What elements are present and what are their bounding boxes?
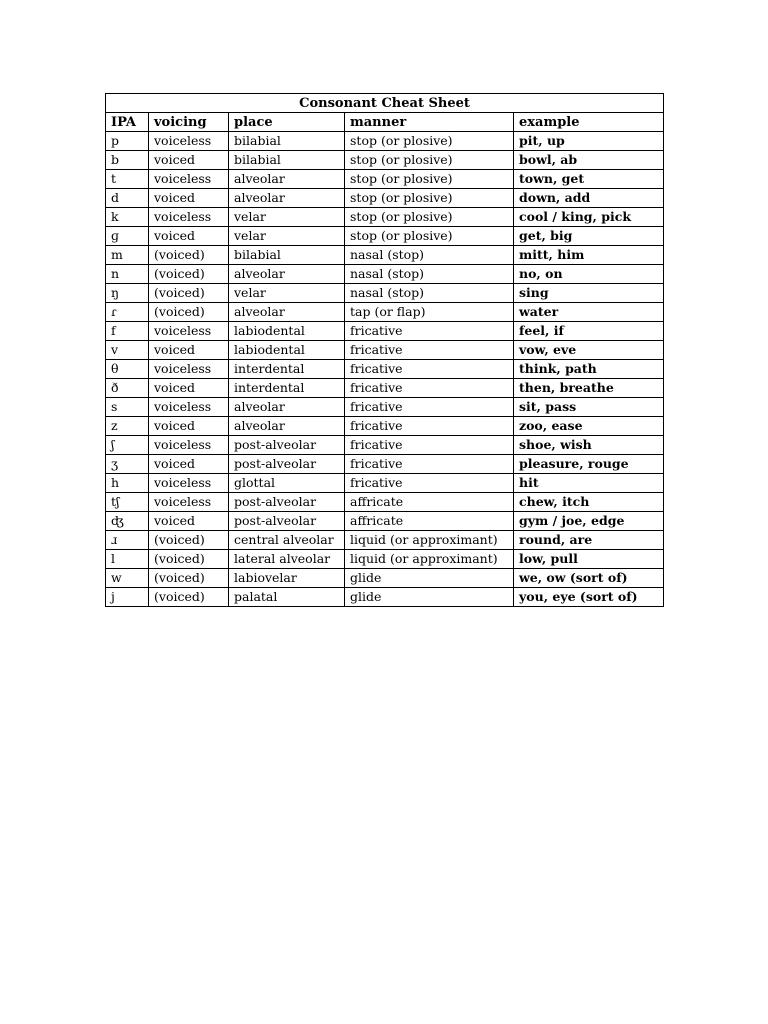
cell-example: vow, eve <box>514 341 664 360</box>
cell-voicing: (voiced) <box>149 588 229 607</box>
cell-place: interdental <box>229 360 345 379</box>
cell-ipa: ɡ <box>106 227 149 246</box>
table-row <box>106 265 664 284</box>
table-title: Consonant Cheat Sheet <box>106 94 664 113</box>
table-row <box>106 398 664 417</box>
cell-place: lateral alveolar <box>229 550 345 569</box>
cell-manner: nasal (stop) <box>345 246 514 265</box>
cell-voicing: voiced <box>149 379 229 398</box>
cell-ipa: j <box>106 588 149 607</box>
cell-example: cool / king, pick <box>514 208 664 227</box>
cell-manner: stop (or plosive) <box>345 208 514 227</box>
table-row <box>106 170 664 189</box>
cell-voicing: (voiced) <box>149 303 229 322</box>
cell-manner: stop (or plosive) <box>345 189 514 208</box>
cell-voicing: voiced <box>149 455 229 474</box>
cell-manner: fricative <box>345 436 514 455</box>
cell-voicing: voiced <box>149 341 229 360</box>
cell-place: alveolar <box>229 417 345 436</box>
cell-ipa: b <box>106 151 149 170</box>
table-row <box>106 417 664 436</box>
cell-manner: affricate <box>345 493 514 512</box>
table-row <box>106 341 664 360</box>
cell-manner: fricative <box>345 322 514 341</box>
cell-place: post-alveolar <box>229 493 345 512</box>
cell-ipa: k <box>106 208 149 227</box>
cell-manner: stop (or plosive) <box>345 151 514 170</box>
cell-manner: stop (or plosive) <box>345 227 514 246</box>
cell-place: alveolar <box>229 265 345 284</box>
cell-manner: nasal (stop) <box>345 284 514 303</box>
consonant-table <box>105 93 664 607</box>
table-row <box>106 303 664 322</box>
table-row <box>106 569 664 588</box>
cell-ipa: d <box>106 189 149 208</box>
cell-manner: nasal (stop) <box>345 265 514 284</box>
table-row <box>106 531 664 550</box>
header-ipa: IPA <box>106 113 149 132</box>
cell-manner: stop (or plosive) <box>345 132 514 151</box>
cell-place: labiodental <box>229 322 345 341</box>
cell-voicing: voiced <box>149 227 229 246</box>
cell-manner: fricative <box>345 398 514 417</box>
cell-place: velar <box>229 208 345 227</box>
cell-ipa: ŋ <box>106 284 149 303</box>
cell-voicing: voiceless <box>149 360 229 379</box>
cell-manner: fricative <box>345 474 514 493</box>
cell-place: velar <box>229 227 345 246</box>
cell-example: bowl, ab <box>514 151 664 170</box>
cell-voicing: voiced <box>149 189 229 208</box>
cell-voicing: voiceless <box>149 474 229 493</box>
cell-ipa: v <box>106 341 149 360</box>
cell-voicing: (voiced) <box>149 550 229 569</box>
cell-voicing: (voiced) <box>149 246 229 265</box>
table-body <box>106 132 664 607</box>
cell-example: pit, up <box>514 132 664 151</box>
cell-example: get, big <box>514 227 664 246</box>
cell-ipa: m <box>106 246 149 265</box>
table-row <box>106 360 664 379</box>
cell-manner: affricate <box>345 512 514 531</box>
cell-manner: fricative <box>345 417 514 436</box>
cell-place: interdental <box>229 379 345 398</box>
table-row <box>106 284 664 303</box>
table-row <box>106 493 664 512</box>
table-row <box>106 151 664 170</box>
cell-ipa: ɹ <box>106 531 149 550</box>
table-row <box>106 455 664 474</box>
cell-example: down, add <box>514 189 664 208</box>
cell-ipa: f <box>106 322 149 341</box>
cell-voicing: voiceless <box>149 208 229 227</box>
cell-manner: fricative <box>345 455 514 474</box>
cell-manner: liquid (or approximant) <box>345 550 514 569</box>
cell-example: sing <box>514 284 664 303</box>
cell-voicing: (voiced) <box>149 531 229 550</box>
header-voicing: voicing <box>149 113 229 132</box>
header-place: place <box>229 113 345 132</box>
cell-ipa: ʃ <box>106 436 149 455</box>
cell-voicing: voiced <box>149 151 229 170</box>
cell-ipa: p <box>106 132 149 151</box>
cell-place: bilabial <box>229 132 345 151</box>
cell-example: feel, if <box>514 322 664 341</box>
header-example: example <box>514 113 664 132</box>
cell-voicing: (voiced) <box>149 284 229 303</box>
cell-ipa: ɾ <box>106 303 149 322</box>
cell-ipa: z <box>106 417 149 436</box>
table-row <box>106 189 664 208</box>
cell-place: alveolar <box>229 303 345 322</box>
table-row <box>106 588 664 607</box>
cell-example: sit, pass <box>514 398 664 417</box>
cell-voicing: voiceless <box>149 322 229 341</box>
table-row <box>106 132 664 151</box>
cell-ipa: t <box>106 170 149 189</box>
cell-place: post-alveolar <box>229 436 345 455</box>
cell-example: you, eye (sort of) <box>514 588 664 607</box>
cell-ipa: w <box>106 569 149 588</box>
cell-example: hit <box>514 474 664 493</box>
cell-place: bilabial <box>229 246 345 265</box>
cell-place: labiovelar <box>229 569 345 588</box>
cell-manner: tap (or flap) <box>345 303 514 322</box>
cell-ipa: ʤ <box>106 512 149 531</box>
cell-example: chew, itch <box>514 493 664 512</box>
cell-voicing: voiceless <box>149 436 229 455</box>
cell-example: pleasure, rouge <box>514 455 664 474</box>
cell-place: palatal <box>229 588 345 607</box>
cell-voicing: (voiced) <box>149 265 229 284</box>
header-manner: manner <box>345 113 514 132</box>
cell-place: glottal <box>229 474 345 493</box>
cell-example: then, breathe <box>514 379 664 398</box>
cell-example: round, are <box>514 531 664 550</box>
cell-example: mitt, him <box>514 246 664 265</box>
cell-voicing: voiceless <box>149 132 229 151</box>
cell-voicing: voiceless <box>149 493 229 512</box>
cell-example: no, on <box>514 265 664 284</box>
cell-manner: fricative <box>345 360 514 379</box>
table-row <box>106 227 664 246</box>
cell-place: alveolar <box>229 189 345 208</box>
cell-example: zoo, ease <box>514 417 664 436</box>
cell-manner: liquid (or approximant) <box>345 531 514 550</box>
cell-manner: glide <box>345 588 514 607</box>
cell-voicing: voiced <box>149 417 229 436</box>
table-row <box>106 550 664 569</box>
cell-place: labiodental <box>229 341 345 360</box>
cell-example: think, path <box>514 360 664 379</box>
table-row <box>106 436 664 455</box>
cell-ipa: ʒ <box>106 455 149 474</box>
cell-ipa: s <box>106 398 149 417</box>
cell-manner: stop (or plosive) <box>345 170 514 189</box>
cell-example: town, get <box>514 170 664 189</box>
table-row <box>106 512 664 531</box>
cell-place: velar <box>229 284 345 303</box>
cell-voicing: voiced <box>149 512 229 531</box>
cell-place: post-alveolar <box>229 512 345 531</box>
cell-ipa: n <box>106 265 149 284</box>
cell-voicing: voiceless <box>149 170 229 189</box>
cell-example: we, ow (sort of) <box>514 569 664 588</box>
cell-example: gym / joe, edge <box>514 512 664 531</box>
cell-ipa: h <box>106 474 149 493</box>
cell-voicing: (voiced) <box>149 569 229 588</box>
cell-place: post-alveolar <box>229 455 345 474</box>
cell-manner: fricative <box>345 379 514 398</box>
table-row <box>106 246 664 265</box>
cell-ipa: ð <box>106 379 149 398</box>
cell-example: water <box>514 303 664 322</box>
cell-place: alveolar <box>229 170 345 189</box>
cell-manner: glide <box>345 569 514 588</box>
table-row <box>106 322 664 341</box>
cell-ipa: tʃ <box>106 493 149 512</box>
table-row <box>106 379 664 398</box>
cell-example: shoe, wish <box>514 436 664 455</box>
cell-place: alveolar <box>229 398 345 417</box>
table-row <box>106 208 664 227</box>
cell-manner: fricative <box>345 341 514 360</box>
cell-voicing: voiceless <box>149 398 229 417</box>
table-header-row <box>106 113 664 132</box>
table-row <box>106 474 664 493</box>
table-title-row <box>106 94 664 113</box>
cell-place: central alveolar <box>229 531 345 550</box>
cell-ipa: θ <box>106 360 149 379</box>
cell-place: bilabial <box>229 151 345 170</box>
cell-example: low, pull <box>514 550 664 569</box>
cell-ipa: l <box>106 550 149 569</box>
